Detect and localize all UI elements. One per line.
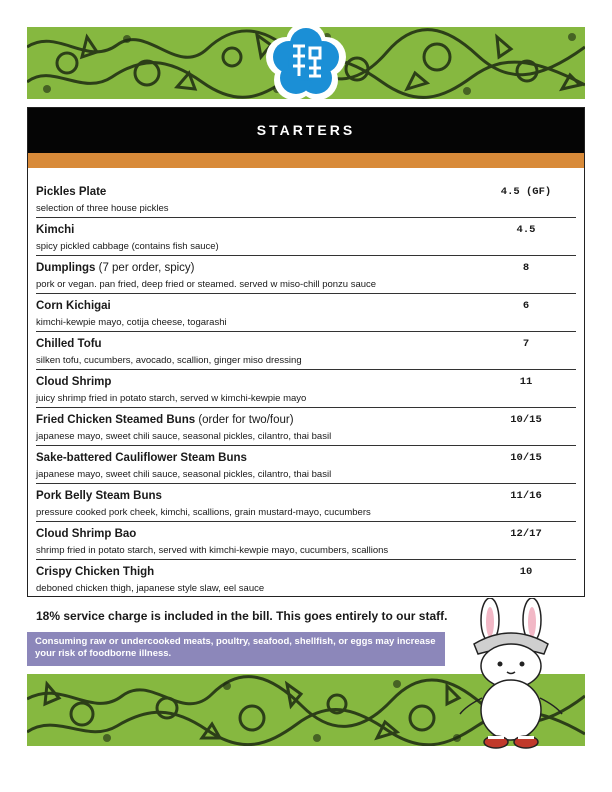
menu-item-list [36, 181, 576, 598]
menu-item [36, 561, 576, 597]
menu-item [36, 257, 576, 294]
warning-line: your risk of foodborne illness. [35, 648, 172, 659]
menu-item [36, 295, 576, 332]
item-description: japanese mayo, sweet chili sauce, seasonal pickles, cilantro, thai basil [36, 469, 332, 480]
item-price: 4.5 [516, 224, 536, 236]
item-name: Pickles Plate [36, 186, 107, 198]
item-name: Pork Belly Steam Buns [36, 490, 162, 502]
logo-flower-icon [265, 22, 347, 104]
item-price: 10/15 [510, 452, 542, 464]
item-name: Cloud Shrimp [36, 376, 112, 388]
item-price: 10/15 [510, 414, 542, 426]
menu-item [36, 447, 576, 484]
item-name: Fried Chicken Steamed Buns (order for two/four) [36, 414, 294, 426]
item-description: pressure cooked pork cheek, kimchi, scallions, grain mustard-mayo, cucumbers [36, 507, 371, 518]
item-description: shrimp fried in potato starch, served with kimchi-kewpie mayo, cucumbers, scallions [36, 545, 389, 556]
item-price: 10 [519, 566, 533, 578]
restaurant-logo [265, 22, 347, 104]
item-price: 4.5 (GF) [500, 186, 552, 198]
item-name: Dumplings (7 per order, spicy) [36, 262, 195, 274]
item-description: japanese mayo, sweet chili sauce, seasonal pickles, cilantro, thai basil [36, 431, 332, 442]
item-name: Cloud Shrimp Bao [36, 528, 137, 540]
item-description: deboned chicken thigh, japanese style slaw, eel sauce [36, 583, 265, 594]
menu-item [36, 523, 576, 560]
item-price: 8 [522, 262, 530, 274]
accent-divider [28, 153, 584, 168]
item-description: selection of three house pickles [36, 203, 169, 214]
menu-item [36, 485, 576, 522]
service-charge-note: 18% service charge is included in the bill. This goes entirely to our staff. [36, 609, 448, 623]
section-title: STARTERS [28, 108, 584, 153]
menu-item [36, 409, 576, 446]
menu-item [36, 219, 576, 256]
item-price: 11/16 [510, 490, 542, 502]
food-safety-warning [27, 632, 445, 666]
item-price: 6 [522, 300, 530, 312]
bunny-mascot [452, 598, 570, 754]
menu-item [36, 371, 576, 408]
item-price: 7 [522, 338, 530, 350]
warning-line: Consuming raw or undercooked meats, poultry, seafood, shellfish, or eggs may increase [35, 636, 436, 647]
item-description: juicy shrimp fried in potato starch, served w kimchi-kewpie mayo [36, 393, 307, 404]
bunny-mascot-icon [452, 598, 570, 754]
item-description: kimchi-kewpie mayo, cotija cheese, togarashi [36, 317, 227, 328]
item-description: spicy pickled cabbage (contains fish sauce) [36, 241, 219, 252]
starters-menu [27, 107, 585, 597]
menu-item [36, 181, 576, 218]
item-price: 12/17 [510, 528, 542, 540]
item-name: Sake-battered Cauliflower Steam Buns [36, 452, 247, 464]
item-description: silken tofu, cucumbers, avocado, scallion, ginger miso dressing [36, 355, 302, 366]
item-price: 11 [519, 376, 533, 388]
menu-item [36, 333, 576, 370]
item-name: Crispy Chicken Thigh [36, 566, 155, 578]
item-name: Corn Kichigai [36, 300, 111, 312]
item-name: Chilled Tofu [36, 338, 102, 350]
item-description: pork or vegan. pan fried, deep fried or steamed. served w miso-chill ponzu sauce [36, 279, 377, 290]
item-name: Kimchi [36, 224, 75, 236]
